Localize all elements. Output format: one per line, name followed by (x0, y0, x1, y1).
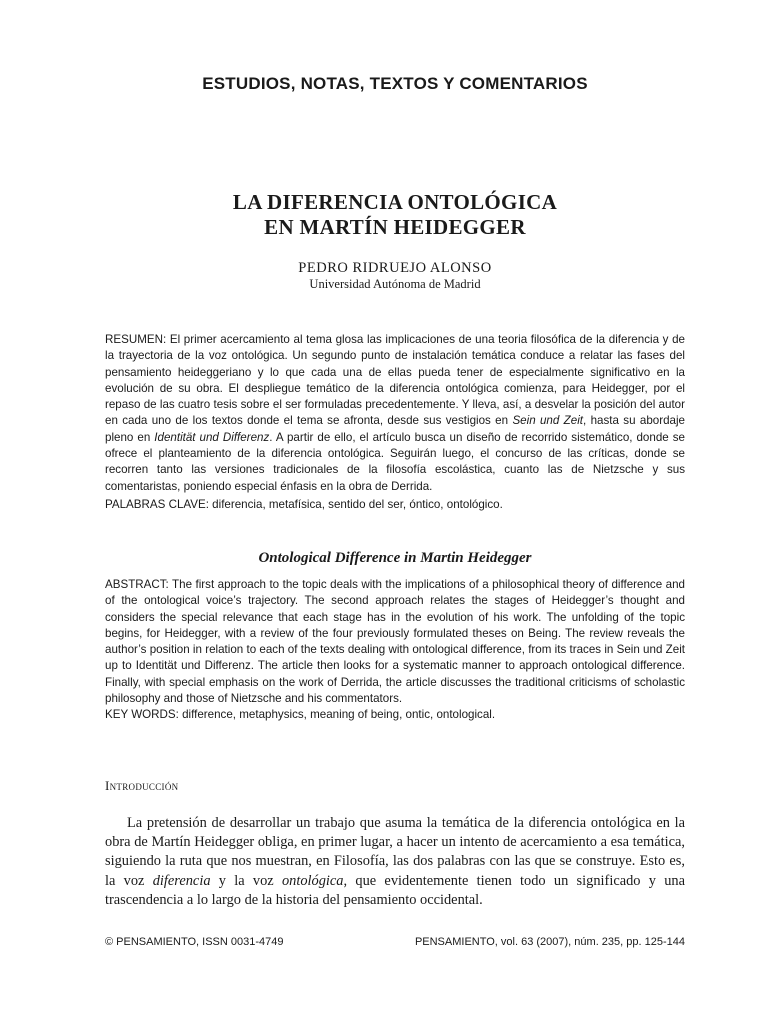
author-name: PEDRO RIDRUEJO ALONSO (298, 260, 492, 276)
work-title-identitat: Identität und Differenz (154, 430, 270, 444)
intro-heading: Introducción (105, 778, 179, 793)
page-footer (105, 936, 685, 948)
key-words: KEY WORDS: difference, metaphysics, meaning of being, ontic, ontological. (105, 708, 496, 722)
section-header: ESTUDIOS, NOTAS, TEXTOS Y COMENTARIOS (202, 74, 588, 93)
abstract-text: ABSTRACT: The first approach to the topic deals with the implications of a philosophical theory of difference and of the ontological voice’s trajectory. The second approach relates the stages of Heidegger’s thought and considers the special relevance that each stage has in the evolution of his work. The unfolding of the topic begins, for Heidegger, with a review of the four previously formulated theses on Being. The review reveals the author’s position in relation to each of the texts dealing with ontological difference, from its traces in Sein und Zeit up to Identität und Differenz. The article then looks for a systematic manner to approach ontological difference. Finally, with special emphasis on the work of Derrida, the article discusses the traditional criticisms of scholastic philosophy and those of Nietzsche and his commentators. (105, 578, 685, 706)
english-title: Ontological Difference in Martin Heidegger (258, 550, 532, 566)
journal-page (105, 0, 685, 1024)
work-title-sein-und-zeit: Sein und Zeit (512, 414, 584, 428)
intro-paragraph: La pretensión de desarrollar un trabajo que asuma la temática de la diferencia ontológica en la obra de Martín Heidegger obliga, en primer lugar, a hacer un intento de acercamiento a esa temática, siguiendo la ruta que nos muestran, en Filosofía, las dos palabras con las que se construye. Esto es, la voz diferencia y la voz ontológica, que evidentemente tienen todo un significado y una trascendencia a lo largo de la historia del pensamiento occidental. (105, 815, 685, 908)
footer-citation: PENSAMIENTO, vol. 63 (2007), núm. 235, pp. 125-144 (414, 936, 685, 948)
footer-copyright: © PENSAMIENTO, ISSN 0031-4749 (105, 936, 284, 948)
resumen-text: RESUMEN: El primer acercamiento al tema glosa las implicaciones de una teoria filosófica de la diferencia y de la trayectoria de la voz ontológica. Un segundo punto de instalación temática conduce a relatar las fases del pensamiento heideggeriano y lo que cada una de ellas pueda tener de especialmente significativo en la evolución de su obra. El despliegue temático de la diferencia ontológica comienza, para Heidegger, por el repaso de las cuatro tesis sobre el ser formuladas precedentemente. Y lleva, así, a desvelar la posición del autor en cada uno de los textos donde el tema se afronta, desde sus vestigios en Sein und Zeit, hasta su abordaje pleno en Identität und Differenz. A partir de ello, el artículo busca un diseño de recorrido sistemático, donde se ofrece el planteamiento de la diferencia ontológica. Seguirán luego, el concurso de las críticas, donde se recorren tanto las versiones tradicionales de la filosofía escolástica, cuanto las de Nietzsche y sus comentaristas, poniendo especial énfasis en la obra de Derrida. (105, 333, 686, 493)
term-ontologica: ontológica (281, 872, 344, 889)
resumen-block (105, 332, 685, 513)
palabras-clave: PALABRAS CLAVE: diferencia, metafísica, sentido del ser, óntico, ontológico. (105, 497, 503, 511)
title-line-2: EN MARTÍN HEIDEGGER (264, 215, 526, 239)
article-title (105, 190, 685, 240)
abstract-block (105, 577, 685, 724)
term-diferencia: diferencia (152, 872, 211, 889)
author-affiliation: Universidad Autónoma de Madrid (309, 277, 481, 291)
title-line-1: LA DIFERENCIA ONTOLÓGICA (232, 190, 558, 214)
